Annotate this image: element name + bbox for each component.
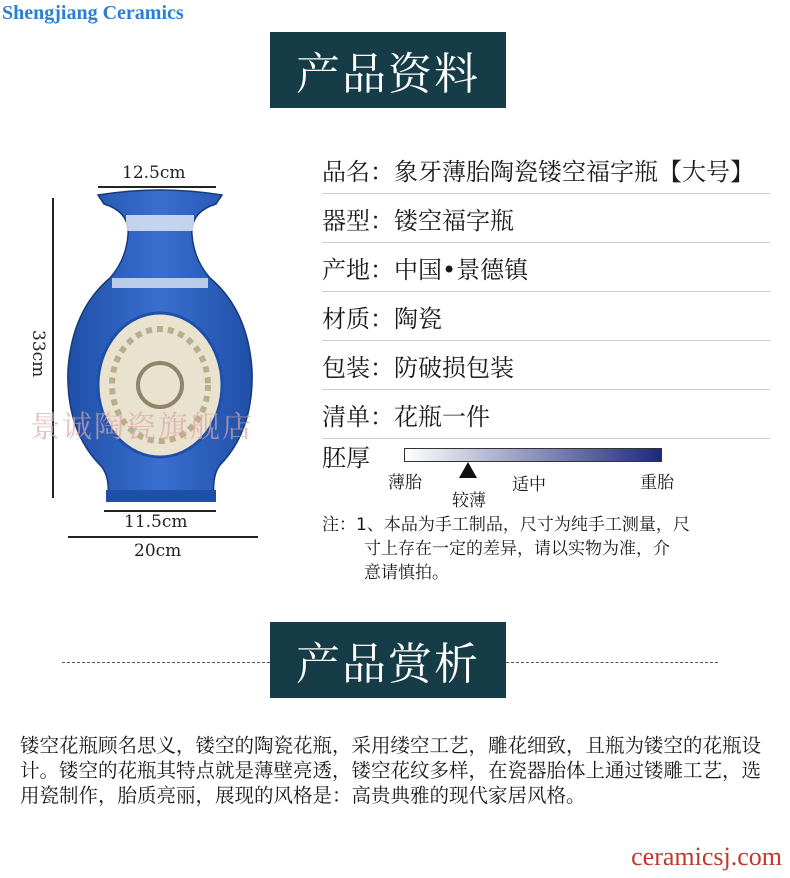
note-line-3: 意请慎拍。 [364, 563, 449, 583]
product-description: 镂空花瓶顾名思义，镂空的陶瓷花瓶，采用缕空工艺，雕花细致，且瓶为镂空的花瓶设计。镂空的花瓶其特点就是薄壁亮透，镂空花纹多样，在瓷器胎体上通过镂雕工艺，选用瓷制作，胎质亮丽，展现的风格是：高贵典雅的现代家居风格。 [20, 734, 762, 807]
spec-row-name [322, 145, 770, 194]
thickness-label: 胚厚 [322, 444, 370, 472]
spec-label: 器型： [322, 206, 394, 235]
section-title-product-info: 产品资料 [270, 32, 506, 108]
divider-left [62, 662, 270, 663]
spec-value: 陶瓷 [394, 304, 442, 333]
thickness-selected: 较薄 [452, 491, 486, 511]
top-width-line [98, 186, 216, 188]
spec-value: 象牙薄胎陶瓷镂空福字瓶【大号】 [394, 157, 754, 186]
spec-label: 品名： [322, 157, 394, 186]
spec-row-origin [322, 243, 770, 292]
note-line-2: 寸上存在一定的差异，请以实物为准，介 [364, 539, 670, 559]
spec-row-material [322, 292, 770, 341]
spec-row-packaging [322, 341, 770, 390]
spec-row-contents [322, 390, 770, 439]
divider-right [506, 662, 718, 663]
max-width-line [68, 536, 258, 538]
note-line-1: 1、本品为手工制品，尺寸为纯手工测量，尺 [356, 515, 690, 535]
watermark-top: Shengjiang Ceramics [2, 2, 184, 24]
spec-list [322, 145, 770, 439]
top-width-label: 12.5cm [122, 163, 186, 183]
spec-value: 镂空福字瓶 [394, 206, 514, 235]
note [322, 513, 782, 585]
thickness-heavy: 重胎 [640, 473, 674, 493]
height-line [52, 198, 54, 498]
thickness-medium: 适中 [512, 475, 546, 495]
spec-label: 产地： [322, 255, 394, 284]
spec-label: 材质： [322, 304, 394, 333]
thickness-gradient-bar [404, 448, 662, 462]
thickness-thin: 薄胎 [388, 473, 422, 493]
spec-label: 清单： [322, 402, 394, 431]
watermark-bottom: ceramicsj.com [631, 842, 782, 871]
thickness-indicator-arrow [459, 462, 477, 478]
spec-value: 中国•景德镇 [394, 255, 529, 284]
spec-row-type [322, 194, 770, 243]
max-width-label: 20cm [134, 541, 182, 561]
height-label: 33cm [28, 330, 48, 378]
spec-value: 防破损包装 [394, 353, 514, 382]
section-title-appreciation: 产品赏析 [270, 622, 506, 698]
spec-label: 包装： [322, 353, 394, 382]
image-watermark: 景诚陶瓷旗舰店 [30, 410, 254, 445]
note-prefix: 注： [322, 515, 356, 535]
spec-value: 花瓶一件 [394, 402, 490, 431]
base-width-label: 11.5cm [124, 512, 188, 532]
